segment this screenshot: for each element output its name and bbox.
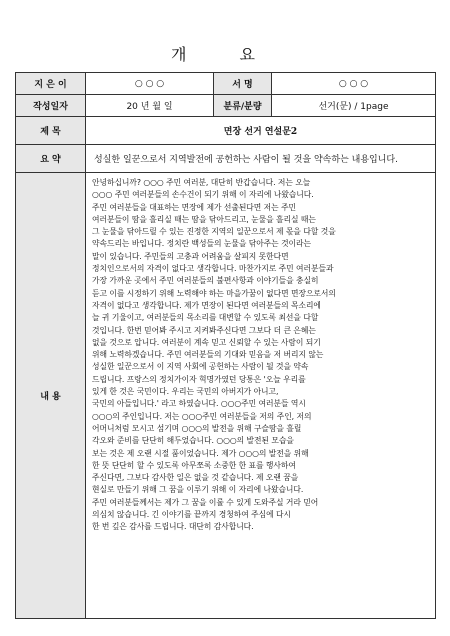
author-value: ○ ○ ○	[86, 73, 214, 95]
title-label: 제 목	[16, 117, 86, 145]
content-line: ○○○의 주인입니다. 저는 ○○○주민 여러분들을 저의 주인, 저의	[92, 411, 312, 421]
summary-text: 성실한 일꾼으로서 지역발전에 공헌하는 사람이 될 것을 약속하는 내용입니다.	[86, 145, 436, 173]
author-row	[16, 73, 436, 95]
content-body	[86, 173, 436, 619]
content-line: 위해 노력하겠습니다. 주민 여러분들의 기대와 믿음을 저 버리지 않는	[92, 350, 324, 360]
content-text	[92, 177, 429, 534]
content-line: 드립니다. 프랑스의 정치가이자 혁명가였던 당통은 '오늘 우리를	[92, 374, 306, 384]
summary-label: 요 약	[16, 145, 86, 173]
content-line: 말이 있습니다. 주민들의 고충과 어려움을 살피지 못한다면	[92, 251, 289, 261]
content-line: ○○○ 주민 여러분들의 손수건이 되기 위해 이 자리에 나왔습니다.	[92, 190, 314, 200]
content-line: 주민 여러분들께서는 제가 그 꿈을 이룰 수 있게 도와주실 거라 믿어	[92, 497, 319, 507]
page-title: 개 요	[171, 45, 279, 64]
title-row	[16, 117, 436, 145]
content-line: 성실한 일꾼으로서 이 지역 사회에 공헌하는 사람이 될 것을 약속	[92, 362, 309, 372]
content-row	[16, 173, 436, 619]
content-line: 있게 한 것은 국민이다. 우리는 국민의 아버지가 아니고,	[92, 387, 279, 397]
content-line: 듣고 이를 시정하기 위해 노력해야 하는 마을가꿈이 없다면 면장으로서의	[92, 288, 336, 298]
summary-row	[16, 145, 436, 173]
content-line: 여러분들이 땀을 흘리실 때는 땀을 닦아드리고, 눈물을 흘리실 때는	[92, 214, 316, 224]
content-line: 안녕하십니까? ○○○ 주민 여러분, 대단히 반갑습니다. 저는 오늘	[92, 178, 311, 187]
content-line: 한 뜻 단단히 할 수 있도록 아무쪼록 소중한 한 표를 행사하여	[92, 460, 296, 470]
content-line: 각오와 준비를 단단히 해두었습니다. ○○○의 발전된 모습을	[92, 436, 294, 446]
date-label: 작성일자	[16, 95, 86, 117]
content-line: 자격이 없다고 생각합니다. 제가 면장이 된다면 여러분들의 목소리에	[92, 300, 321, 310]
content-label: 내 용	[16, 173, 86, 619]
content-line: 것입니다. 한번 믿어봐 주시고 지켜봐주신다면 그보다 더 큰 은혜는	[92, 325, 316, 335]
content-line: 주민 여러분들을 대표하는 면장에 제가 선출된다면 저는 주민	[92, 202, 297, 212]
signature-label: 서 명	[214, 73, 272, 95]
content-line: 현실로 만들기 위해 그 꿈을 이루기 위해 이 자리에 나왔습니다.	[92, 485, 304, 495]
date-value: 20 년 월 일	[86, 95, 214, 117]
content-line: 국민의 아들입니다.' 라고 하였습니다. ○○○주민 여러분들 역시	[92, 399, 306, 409]
content-line: 정치인으로서의 자격이 없다고 생각합니다. 마찬가지로 주민 여러분들과	[92, 264, 334, 274]
summary-form-table	[15, 72, 436, 619]
content-line: 가장 가까운 곳에서 주민 여러분들의 불편사항과 이야기들을 충실히	[92, 276, 319, 286]
content-line: 그 눈물을 닦아드릴 수 있는 진정한 지역의 일꾼으로서 제 몫을 다할 것을	[92, 227, 336, 237]
content-line: 의심치 않습니다. 긴 이야기를 끝까지 경청하여 주심에 다시	[92, 510, 291, 520]
content-line: 약속드리는 바입니다. 정치란 백성들의 눈물을 닦아주는 것이라는	[92, 239, 312, 249]
content-line: 없을 것으로 압니다. 여러분이 계속 믿고 신뢰할 수 있는 사람이 되기	[92, 337, 321, 347]
content-line: 늘 귀 기울이고, 여러분들의 목소리를 대변할 수 있도록 최선을 다할	[92, 313, 319, 323]
category-label: 분류/분량	[214, 95, 272, 117]
content-line: 주신다면, 그보다 감사한 일은 없을 것 같습니다. 제 오랜 꿈을	[92, 473, 299, 483]
signature-value: ○ ○ ○	[272, 73, 436, 95]
date-row	[16, 95, 436, 117]
category-value: 선거(문) / 1page	[272, 95, 436, 117]
author-label: 지 은 이	[16, 73, 86, 95]
document-title: 면장 선거 연설문2	[86, 117, 436, 145]
content-line: 보는 것은 제 오랜 시절 품이었습니다. 제가 ○○○의 발전을 위해	[92, 448, 309, 458]
content-line: 한 번 깊은 감사를 드립니다. 대단히 감사합니다.	[92, 522, 254, 532]
content-line: 어머니처럼 모시고 섬기며 ○○○의 발전을 위해 구슬땀을 흘릴	[92, 423, 302, 433]
